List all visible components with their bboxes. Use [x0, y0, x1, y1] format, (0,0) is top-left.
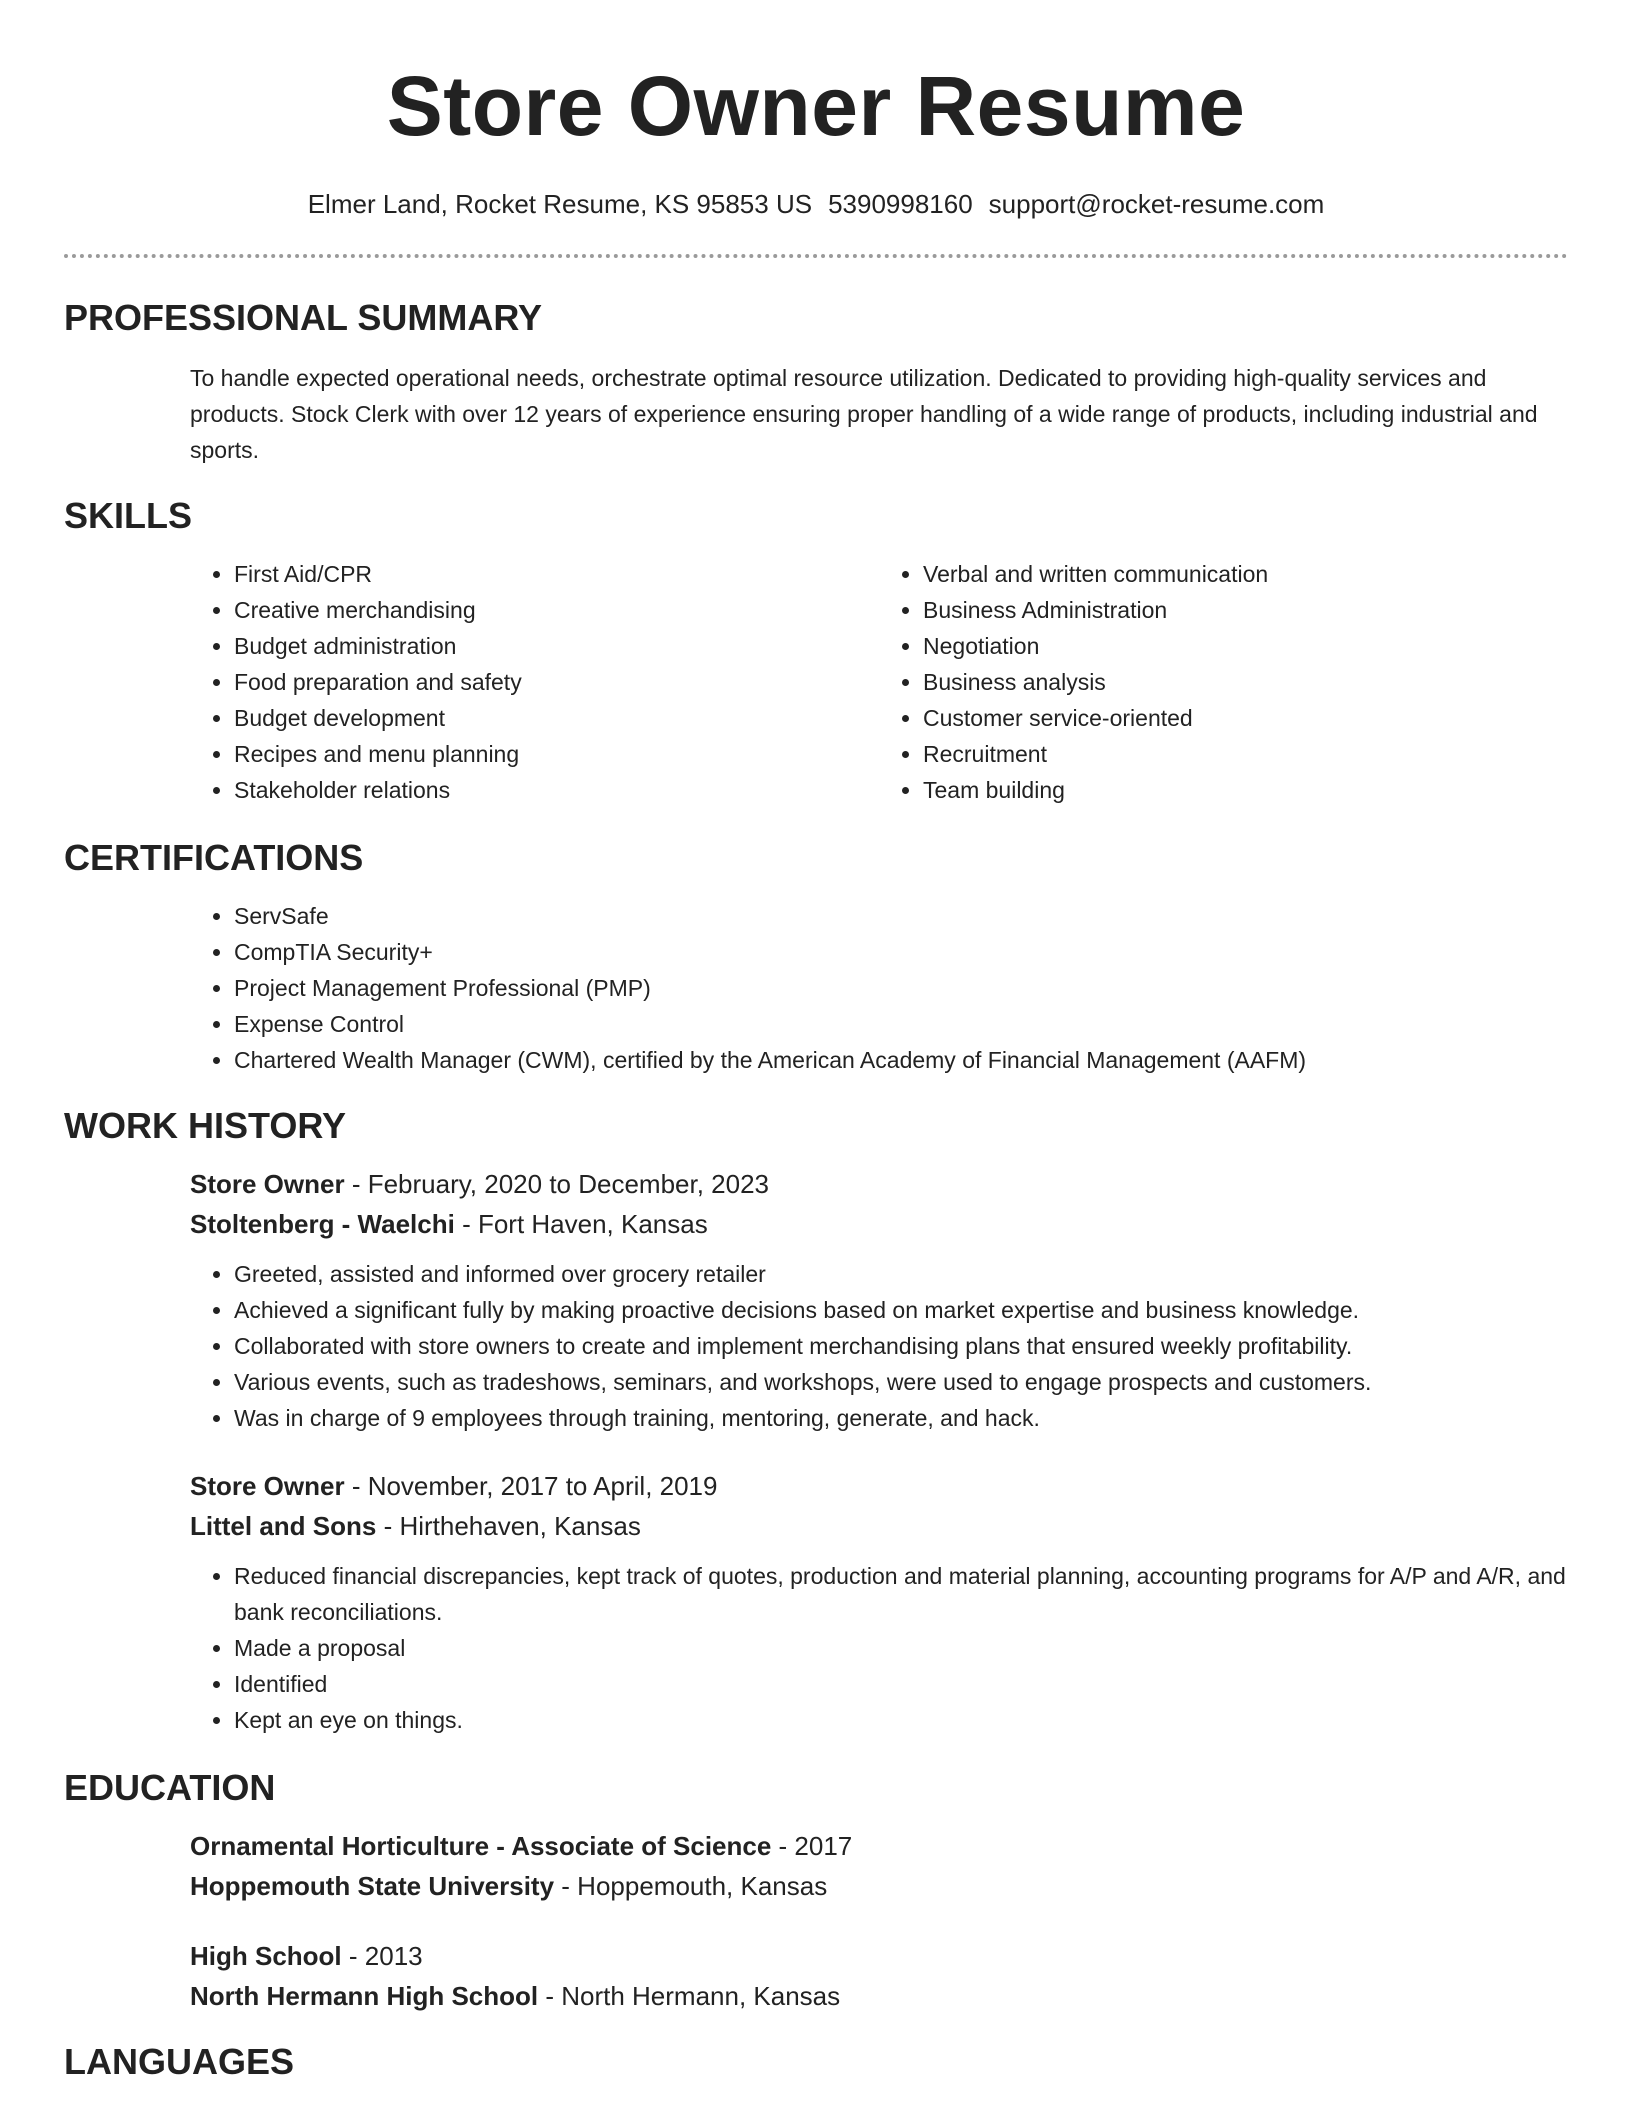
certification-item: • Chartered Wealth Manager (CWM), certified by the American Academy of Financial Management (AAFM)	[234, 1042, 1568, 1078]
header-divider	[64, 254, 1568, 258]
summary-text: To handle expected operational needs, orchestrate optimal resource utilization. Dedicated to providing high-quality services and products. Stock Clerk with over 12 years of experience ensuring proper handling of a wide range of products, including industrial and sports.	[190, 365, 1538, 463]
job-bullets	[190, 1256, 1568, 1436]
job-company-line	[190, 1204, 1568, 1244]
contact-email: support@rocket-resume.com	[988, 189, 1325, 219]
education-school-line	[190, 1866, 1568, 1906]
certifications-block	[190, 898, 1568, 1078]
skill-item: • Customer service-oriented	[923, 700, 1568, 736]
skill-item: • Recruitment	[923, 736, 1568, 772]
certification-item: • CompTIA Security+	[234, 934, 1568, 970]
job-bullet: • Reduced financial discrepancies, kept track of quotes, production and material planning, accounting programs for A/P and A/R, and bank reconciliations.	[234, 1558, 1568, 1630]
skill-item: • First Aid/CPR	[234, 556, 879, 592]
skill-item: • Recipes and menu planning	[234, 736, 879, 772]
skill-item: • Stakeholder relations	[234, 772, 879, 808]
skill-item: • Team building	[923, 772, 1568, 808]
education-degree-line	[190, 1936, 1568, 1976]
education-heading: EDUCATION	[64, 1767, 276, 1808]
job-title-line	[190, 1466, 1568, 1506]
skill-item: • Negotiation	[923, 628, 1568, 664]
job-bullet: • Made a proposal	[234, 1630, 1568, 1666]
job-company: Stoltenberg - Waelchi	[190, 1209, 455, 1239]
job-title: Store Owner	[190, 1169, 345, 1199]
page-title: Store Owner Resume	[386, 59, 1246, 153]
skills-list	[190, 556, 1568, 808]
job-bullet: • Achieved a significant fully by making proactive decisions based on market expertise and business knowledge.	[234, 1292, 1568, 1328]
summary-block	[190, 360, 1568, 468]
contact-address: Elmer Land, Rocket Resume, KS 95853 US	[307, 189, 813, 219]
job-dates: - November, 2017 to April, 2019	[344, 1471, 718, 1501]
job-company-line	[190, 1506, 1568, 1546]
education-entry	[190, 1936, 1568, 2016]
job-title-line	[190, 1164, 1568, 1204]
skills-column-left	[190, 556, 879, 808]
skill-item: • Budget development	[234, 700, 879, 736]
education-location: - Hoppemouth, Kansas	[554, 1871, 828, 1901]
job-bullet: • Greeted, assisted and informed over grocery retailer	[234, 1256, 1568, 1292]
languages-heading: LANGUAGES	[64, 2041, 295, 2082]
skill-item: • Food preparation and safety	[234, 664, 879, 700]
education-degree: Ornamental Horticulture - Associate of Science	[190, 1831, 772, 1861]
work-history-heading: WORK HISTORY	[64, 1105, 347, 1146]
certification-item: • Expense Control	[234, 1006, 1568, 1042]
education-location: - North Hermann, Kansas	[538, 1981, 841, 2011]
job-entry	[190, 1164, 1568, 1436]
job-location: - Fort Haven, Kansas	[454, 1209, 708, 1239]
skill-item: • Verbal and written communication	[923, 556, 1568, 592]
job-bullet: • Collaborated with store owners to create and implement merchandising plans that ensured weekly profitability.	[234, 1328, 1568, 1364]
job-bullet: • Various events, such as tradeshows, seminars, and workshops, were used to engage prospects and customers.	[234, 1364, 1568, 1400]
skill-item: • Budget administration	[234, 628, 879, 664]
job-dates: - February, 2020 to December, 2023	[344, 1169, 770, 1199]
education-year: - 2013	[341, 1941, 423, 1971]
job-bullet: • Kept an eye on things.	[234, 1702, 1568, 1738]
certification-item: • ServSafe	[234, 898, 1568, 934]
summary-heading: PROFESSIONAL SUMMARY	[64, 297, 543, 338]
certification-item: • Project Management Professional (PMP)	[234, 970, 1568, 1006]
contact-phone: 5390998160	[828, 189, 973, 219]
contact-line	[64, 188, 1568, 220]
education-school: North Hermann High School	[190, 1981, 539, 2011]
job-location: - Hirthehaven, Kansas	[376, 1511, 641, 1541]
skill-item: • Business analysis	[923, 664, 1568, 700]
skill-item: • Creative merchandising	[234, 592, 879, 628]
certifications-list	[190, 898, 1568, 1078]
job-bullets	[190, 1558, 1568, 1738]
job-bullet: • Identified	[234, 1666, 1568, 1702]
education-school-line	[190, 1976, 1568, 2016]
job-entry	[190, 1466, 1568, 1738]
education-entry	[190, 1826, 1568, 1906]
job-bullet: • Was in charge of 9 employees through training, mentoring, generate, and hack.	[234, 1400, 1568, 1436]
education-school: Hoppemouth State University	[190, 1871, 555, 1901]
education-degree-line	[190, 1826, 1568, 1866]
resume-page	[64, 0, 1568, 2084]
skill-item: • Business Administration	[923, 592, 1568, 628]
skills-column-right	[879, 556, 1568, 808]
certifications-heading: CERTIFICATIONS	[64, 837, 364, 878]
education-degree: High School	[190, 1941, 342, 1971]
job-title: Store Owner	[190, 1471, 345, 1501]
education-year: - 2017	[771, 1831, 853, 1861]
job-company: Littel and Sons	[190, 1511, 377, 1541]
skills-heading: SKILLS	[64, 495, 193, 536]
